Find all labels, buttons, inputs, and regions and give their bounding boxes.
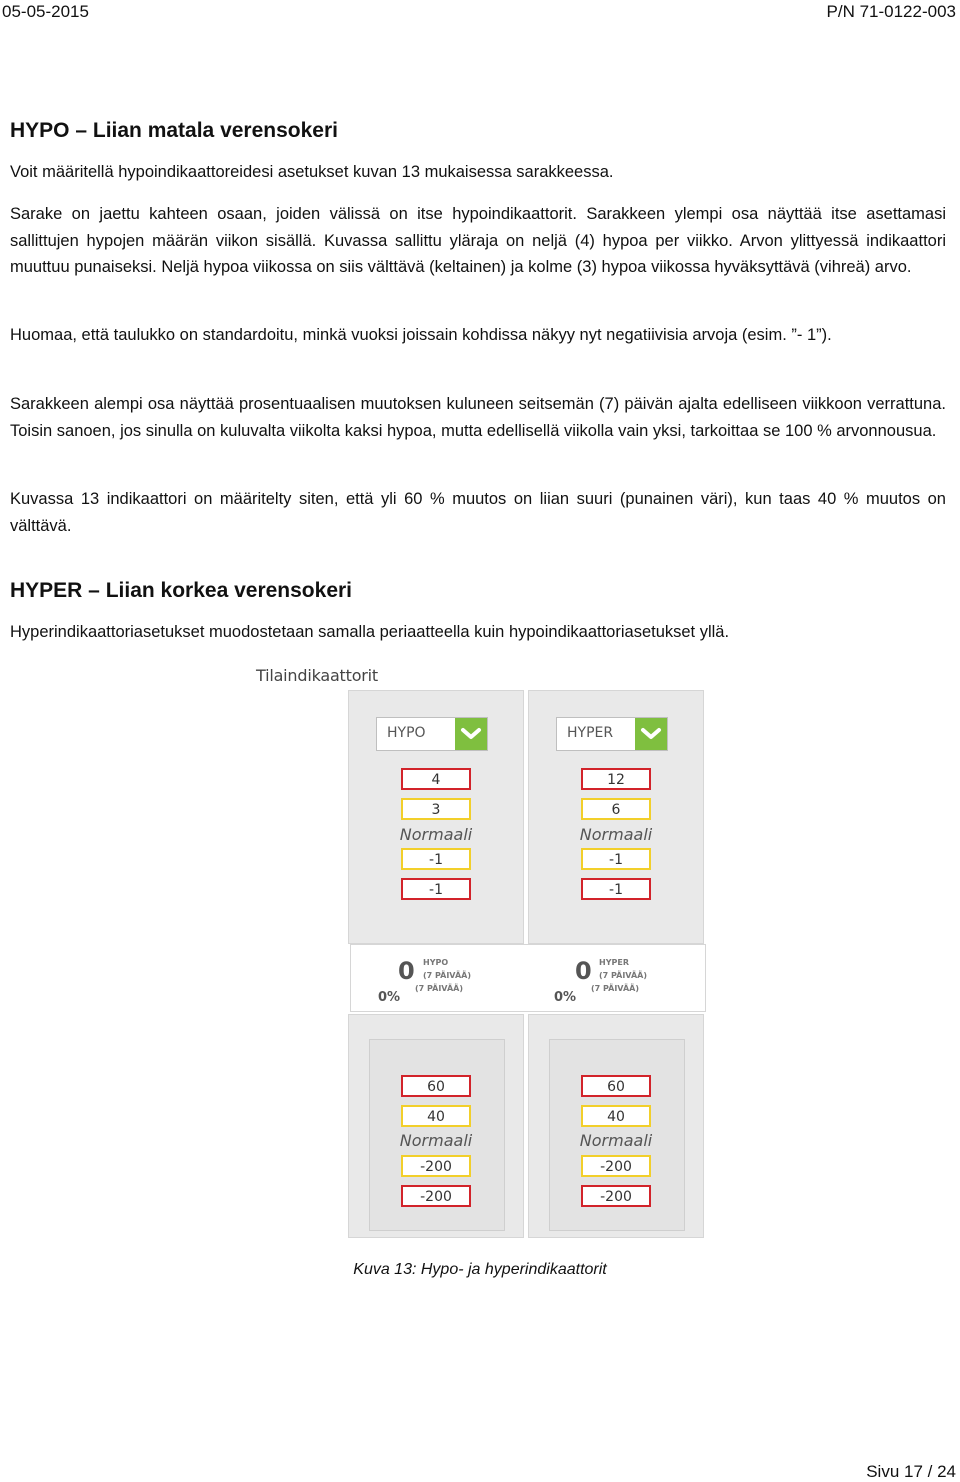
hyper-lower-red-bottom[interactable]: -200 [581, 1185, 651, 1207]
hyper-summary-count: 0 [575, 957, 592, 985]
hyper-lower-panel [528, 1014, 704, 1238]
page-number: Sivu 17 / 24 [866, 1462, 956, 1481]
hyper-lower-yellow-bottom[interactable]: -200 [581, 1155, 651, 1177]
hypo-summary-percent: 0% [378, 990, 401, 1005]
hypo-lower-red-top[interactable]: 60 [401, 1075, 471, 1097]
hyper-lower-yellow-top[interactable]: 40 [581, 1105, 651, 1127]
hypo-lower-normal-label: Normaali [399, 1131, 473, 1150]
part-number: P/N 71-0122-003 [826, 2, 956, 21]
hyper-upper-red-top[interactable]: 12 [581, 768, 651, 790]
hypo-summary-period-2: (7 PÄIVÄÄ) [415, 984, 463, 993]
indicator-summary-strip [350, 944, 706, 1012]
hypo-paragraph-1: Voit määritellä hypoindikaattoreidesi asetukset kuvan 13 mukaisessa sarakkeessa. [10, 163, 614, 181]
hyper-upper-yellow-bottom[interactable]: -1 [581, 848, 651, 870]
figure-caption: Kuva 13: Hypo- ja hyperindikaattorit [353, 1261, 607, 1278]
hypo-lower-yellow-top[interactable]: 40 [401, 1105, 471, 1127]
hypo-paragraph-5: Kuvassa 13 indikaattori on määritelty siten, että yli 60 % muutos on liian suuri (punainen väri), kun taas 40 % muutos on välttävä. [10, 490, 946, 535]
hypo-upper-normal-label: Normaali [399, 825, 473, 844]
hyper-summary-name: HYPER [599, 958, 629, 967]
document-date: 05-05-2015 [2, 2, 89, 21]
hyper-summary-period-1: (7 PÄIVÄÄ) [599, 971, 647, 980]
hypo-summary-period-1: (7 PÄIVÄÄ) [423, 971, 471, 980]
hyper-summary-percent: 0% [554, 990, 577, 1005]
hyper-upper-panel [528, 690, 704, 944]
hyper-dropdown[interactable] [556, 717, 668, 751]
hypo-upper-yellow-bottom[interactable]: -1 [401, 848, 471, 870]
hypo-lower-yellow-bottom[interactable]: -200 [401, 1155, 471, 1177]
hypo-summary-count: 0 [398, 957, 415, 985]
chevron-down-icon[interactable] [455, 718, 487, 750]
hypo-summary-name: HYPO [423, 958, 449, 967]
hyper-upper-red-bottom[interactable]: -1 [581, 878, 651, 900]
hyper-summary-period-2: (7 PÄIVÄÄ) [591, 984, 639, 993]
hypo-heading: HYPO – Liian matala verensokeri [10, 119, 338, 142]
hypo-dropdown-label: HYPO [387, 725, 426, 741]
hyper-lower-normal-label: Normaali [579, 1131, 653, 1150]
hypo-upper-yellow-top[interactable]: 3 [401, 798, 471, 820]
hyper-dropdown-label: HYPER [567, 725, 614, 741]
hypo-dropdown[interactable] [376, 717, 488, 751]
figure-title: Tilaindikaattorit [256, 666, 378, 685]
hypo-upper-red-bottom[interactable]: -1 [401, 878, 471, 900]
hypo-paragraph-4: Sarakkeen alempi osa näyttää prosentuaalisen muutoksen kuluneen seitsemän (7) päivän ajalta edelliseen viikkoon verrattuna. Toisin sanoen, jos sinulla on kuluvalta viikolta kaksi hypoa, mutta edellisellä viikolla vain yksi, tarkoittaa se 100 % arvonnousua. [10, 395, 946, 440]
chevron-down-icon[interactable] [635, 718, 667, 750]
hypo-lower-panel [348, 1014, 524, 1238]
hypo-upper-panel [348, 690, 524, 944]
hypo-lower-red-bottom[interactable]: -200 [401, 1185, 471, 1207]
hypo-upper-red-top[interactable]: 4 [401, 768, 471, 790]
hyper-upper-yellow-top[interactable]: 6 [581, 798, 651, 820]
hypo-paragraph-3: Huomaa, että taulukko on standardoitu, minkä vuoksi joissain kohdissa näkyy nyt negatiivisia arvoja (esim. ”- 1”). [10, 326, 832, 344]
hypo-paragraph-2: Sarake on jaettu kahteen osaan, joiden välissä on itse hypoindikaattorit. Sarakkeen ylempi osa näyttää itse asettamasi sallittujen hypojen määrän viikon sisällä. Kuvassa sallittu yläraja on neljä (4) hypoa per viikko. Arvon ylittyessä indikaattori muuttuu punaiseksi. Neljä hypoa viikossa on siis välttävä (keltainen) ja kolme (3) hypoa viikossa hyväksyttävä (vihreä) arvo. [10, 205, 946, 276]
hyper-upper-normal-label: Normaali [579, 825, 653, 844]
hyper-heading: HYPER – Liian korkea verensokeri [10, 579, 352, 602]
hyper-lower-red-top[interactable]: 60 [581, 1075, 651, 1097]
hyper-paragraph-1: Hyperindikaattoriasetukset muodostetaan samalla periaatteella kuin hypoindikaattoriasetukset yllä. [10, 623, 730, 641]
